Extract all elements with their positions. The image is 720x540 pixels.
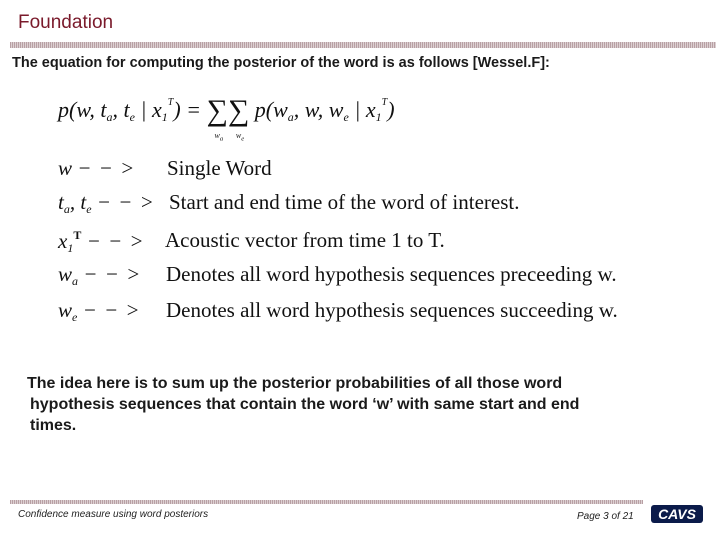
eq-T: T: [167, 97, 174, 108]
def-symbol: $w_a$ − − >: [58, 262, 142, 288]
eq-rhs-e: e: [343, 110, 349, 124]
def-symbol: w − − >: [58, 156, 136, 180]
def-text: Start and end time of the word of interest.: [169, 190, 520, 214]
eq-lhs-args: (w, t: [69, 97, 107, 122]
def-text: Acoustic vector from time 1 to T.: [165, 228, 445, 252]
eq-lhs-e: e: [129, 110, 135, 124]
sum-limit-wa: $w_a$: [214, 131, 224, 143]
slide-title: Foundation: [18, 12, 114, 33]
eq-bar: | x: [134, 97, 162, 122]
def-text: Denotes all word hypothesis sequences preceeding w.: [166, 262, 617, 286]
def-symbol: $w_e$ − − >: [58, 298, 141, 324]
eq-rhs-bar: | x: [348, 97, 376, 122]
eq-lhs-p: p: [58, 97, 69, 122]
title-divider: [10, 42, 716, 48]
eq-one: 1: [161, 110, 168, 124]
sum-wa: [206, 94, 228, 143]
logo-text: CAVS: [658, 506, 696, 522]
summary-line: The idea here is to sum up the posterior probabilities of all those word: [27, 375, 563, 392]
def-text: Single Word: [167, 156, 272, 180]
intro-text: The equation for computing the posterior of the word is as follows [Wessel.F]:: [12, 55, 550, 71]
eq-rhs-mid: , w, w: [293, 97, 344, 122]
summary-paragraph: [27, 373, 690, 436]
eq-rhs-open: (w: [265, 97, 288, 122]
page-number: Page 3 of 21: [577, 511, 634, 522]
def-symbol: $x_1^T$ − − >: [58, 228, 145, 255]
cavs-logo: [650, 502, 704, 526]
sigma-symbol: ∑: [206, 94, 228, 127]
sigma-symbol: ∑: [227, 94, 250, 127]
footer-divider: [10, 500, 643, 504]
sum-limit-we: $w_e$: [235, 131, 245, 143]
eq-rhs-a: a: [287, 110, 294, 124]
footer-caption: Confidence measure using word posteriors: [18, 509, 209, 520]
def-symbol: $t_a$, $t_e$ − − >: [58, 190, 155, 216]
posterior-equation: [58, 94, 395, 143]
def-text: Denotes all word hypothesis sequences succeeding w.: [166, 298, 618, 322]
eq-lhs-a: a: [106, 110, 113, 124]
eq-close: ) =: [173, 97, 201, 122]
summary-line: hypothesis sequences that contain the word ‘w’ with same start and end: [30, 396, 580, 413]
eq-rhs-one: 1: [375, 110, 382, 124]
summary-line: times.: [30, 417, 77, 434]
eq-rhs-close: ): [387, 97, 395, 122]
eq-rhs-T: T: [381, 97, 388, 108]
sum-we: [227, 94, 250, 143]
eq-comma: , t: [112, 97, 130, 122]
eq-rhs-p: p: [249, 97, 266, 122]
